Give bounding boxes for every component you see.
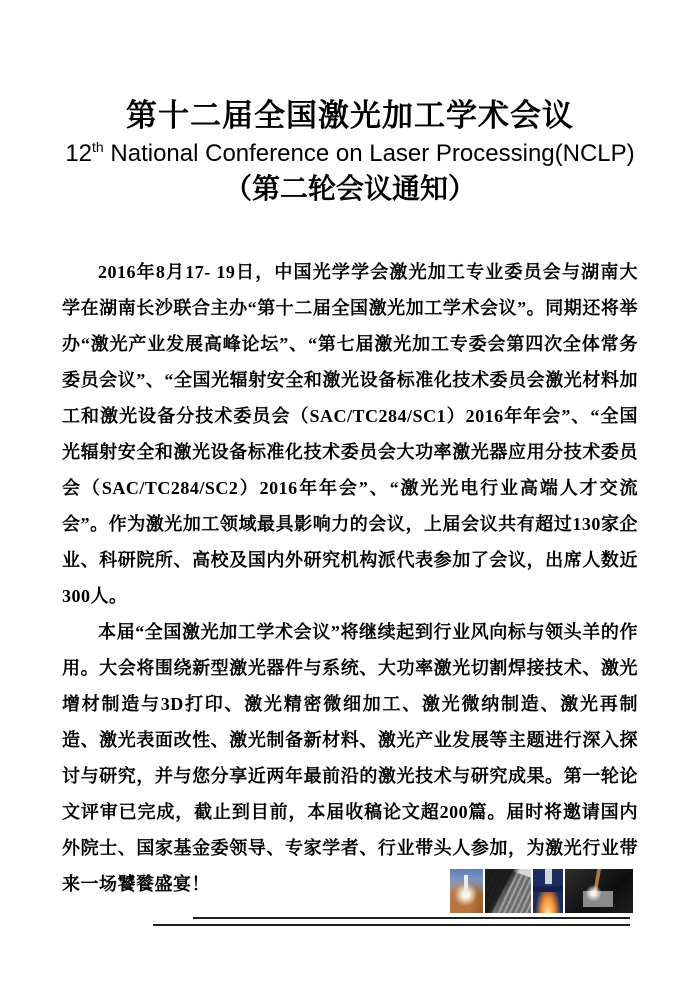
document-body <box>62 254 638 902</box>
conference-title-en <box>0 137 700 170</box>
conference-title-zh: 第十二届全国激光加工学术会议 <box>126 98 574 133</box>
body-paragraph-2: 本届“全国激光加工学术会议”将继续起到行业风向标与领头羊的作用。大会将围绕新型激光器件与系统、大功率激光切割焊接技术、激光增材制造与3D打印、激光精密微细加工、激光微纳制造、激光再制造、激光表面改性、激光制备新材料、激光产业发展等主题进行深入探讨与研究，并与您分享近两年最前沿的激光技术与研究成果。第一轮论文评审已完成，截止到目前，本届收稿论文超200篇。届时将邀请国内外院士、国家基金委领导、专家学者、行业带头人参加，为激光行业带来一场饕餮盛宴！ <box>62 622 638 894</box>
title-en-ordinal-suffix: th <box>92 139 104 155</box>
notice-subtitle: （第二轮会议通知） <box>223 173 476 204</box>
title-en-number: 12 <box>65 140 93 167</box>
footer-rule-bottom <box>153 924 630 926</box>
rocket-launch-photo <box>450 869 483 913</box>
laser-cutting-sparks-photo <box>533 869 563 913</box>
footer-rule-top <box>193 917 630 919</box>
body-paragraph-1: 2016年8月17- 19日，中国光学学会激光加工专业委员会与湖南大学在湖南长沙联合主办“第十二届全国激光加工学术会议”。同期还将举办“激光产业发展高峰论坛”、“第七届激光加工专委会第四次全体常务委员会议”、“全国光辐射安全和激光设备标准化技术委员会激光材料加工和激光设备分技术委员会（SAC/TC284/SC1）2016年年会”、“全国光辐射安全和激光设备标准化技术委员会大功率激光器应用分技术委员会（SAC/TC284/SC2）2016年年会”、“激光光电行业高端人才交流会”。作为激光加工领域最具影响力的会议，上届会议共有超过130家企业、科研院所、高校及国内外研究机构派代表参加了会议，出席人数近300人。 <box>62 262 638 606</box>
laser-micromachining-photo <box>565 869 633 913</box>
title-block <box>0 0 700 208</box>
title-en-rest: National Conference on Laser Processing(NCLP) <box>103 140 635 167</box>
footer-image-strip <box>450 869 633 913</box>
laser-cutting-machine-photo <box>485 869 531 913</box>
